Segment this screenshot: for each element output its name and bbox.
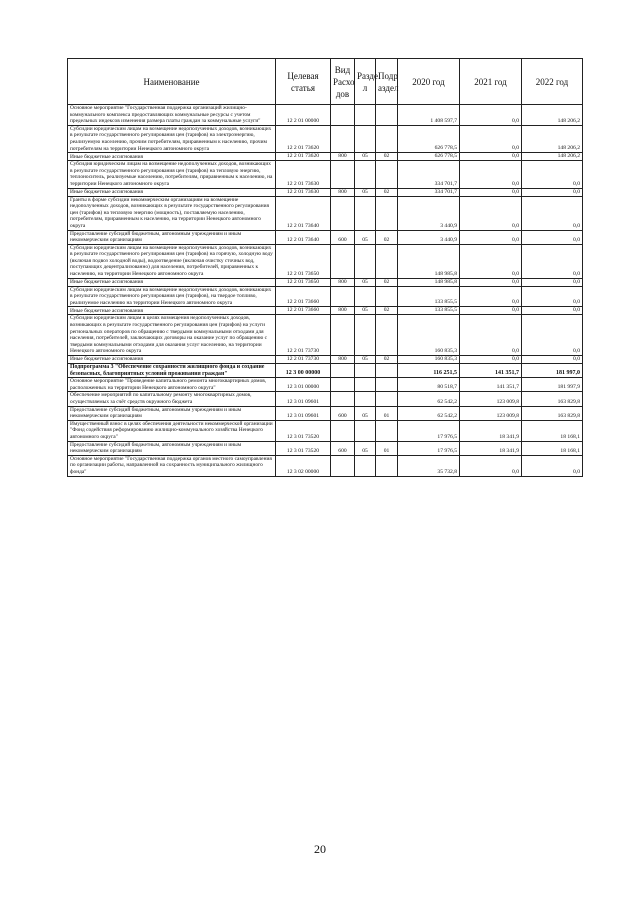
table-header-row: [68, 59, 583, 105]
cell-target-code: 12 3 02 00000: [276, 455, 331, 476]
cell-subsection: [376, 392, 398, 406]
cell-name: Субсидии юридическим лицам на возмещение недополученных доходов, возникающих в результате государственного регулирования цен (тарифов) на горячую, холодную воду (включая подвоз холодной воды), водоотведение (включая очистку сточных вод, поступающих децентрализованно) для населения, потребителей, приравненных к населению, на территории Ненецкого автономного округа: [68, 244, 276, 278]
cell-value-2021: 0,0: [460, 286, 522, 307]
cell-value-2020: 133 855,5: [398, 286, 460, 307]
cell-subsection: 01: [376, 406, 398, 420]
cell-section: [355, 420, 376, 441]
cell-value-2022: 163 829,8: [522, 406, 583, 420]
cell-value-2022: 0,0: [522, 230, 583, 244]
cell-value-2020: 80 518,7: [398, 378, 460, 392]
table-row: [68, 378, 583, 392]
cell-subsection: [376, 286, 398, 307]
table-row: [68, 406, 583, 420]
header-name: Наименование: [68, 59, 276, 105]
cell-section: 05: [355, 406, 376, 420]
cell-value-2021: 123 009,8: [460, 392, 522, 406]
page-number: 20: [314, 842, 326, 856]
cell-subsection: [376, 378, 398, 392]
cell-expense-type: 800: [331, 188, 355, 196]
cell-value-2020: 334 701,7: [398, 161, 460, 188]
cell-name: Подпрограмма 3 "Обеспечение сохранности жилищного фонда и создание безопасных, благоприятных условий проживания граждан": [68, 364, 276, 378]
header-expense-type: Вид Расхо дов: [331, 59, 355, 105]
cell-name: Иные бюджетные ассигнования: [68, 278, 276, 286]
cell-value-2020: 62 542,2: [398, 406, 460, 420]
table-row: [68, 455, 583, 476]
cell-value-2021: 141 351,7: [460, 378, 522, 392]
cell-section: 05: [355, 230, 376, 244]
cell-name: Иные бюджетные ассигнования: [68, 307, 276, 315]
cell-value-2021: 0,0: [460, 278, 522, 286]
cell-subsection: [376, 364, 398, 378]
cell-expense-type: 600: [331, 441, 355, 455]
cell-value-2020: 3 440,9: [398, 230, 460, 244]
cell-name: Гранты в форме субсидии некоммерческим организациям на возмещение недополученных доходов, возникающих в результате государственного регулирования цен (тарифов) на тепловую энергию (мощность), поставляемую населению, потребителям, приравненным к населению, на территории Ненецкого автономного округа: [68, 196, 276, 230]
table-row: [68, 244, 583, 278]
cell-value-2021: 0,0: [460, 196, 522, 230]
table-row: [68, 392, 583, 406]
cell-value-2020: 626 778,5: [398, 125, 460, 152]
cell-value-2022: 181 997,9: [522, 378, 583, 392]
cell-target-code: 12 2 01 73640: [276, 230, 331, 244]
cell-expense-type: [331, 286, 355, 307]
cell-subsection: [376, 125, 398, 152]
cell-subsection: 02: [376, 307, 398, 315]
cell-value-2021: 18 341,9: [460, 441, 522, 455]
cell-target-code: 12 2 01 73660: [276, 307, 331, 315]
table-row: [68, 364, 583, 378]
cell-expense-type: 800: [331, 356, 355, 364]
table-body: [68, 105, 583, 477]
cell-expense-type: [331, 378, 355, 392]
cell-section: [355, 378, 376, 392]
cell-value-2022: 148 206,2: [522, 105, 583, 126]
cell-value-2021: 0,0: [460, 188, 522, 196]
cell-name: Предоставление субсидий бюджетным, автономным учреждениям и иным некоммерческим организациям: [68, 230, 276, 244]
cell-target-code: 12 2 01 73650: [276, 278, 331, 286]
cell-name: Основное мероприятие "Государственная поддержка организаций жилищно-коммунального комплекса предоставляющих коммунальные ресурсы с учетом предельных индексов изменения размера платы граждан за коммунальные услуги": [68, 105, 276, 126]
cell-section: 05: [355, 278, 376, 286]
cell-value-2022: 148 206,2: [522, 125, 583, 152]
cell-target-code: 12 3 01 73520: [276, 420, 331, 441]
cell-name: Обеспечение мероприятий по капитальному ремонту многоквартирных домов, осуществляемых за счёт средств окружного бюджета: [68, 392, 276, 406]
cell-value-2021: 0,0: [460, 356, 522, 364]
cell-expense-type: [331, 125, 355, 152]
cell-name: Предоставление субсидий бюджетным, автономным учреждениям и иным некоммерческим организациям: [68, 406, 276, 420]
header-target: Целевая статья: [276, 59, 331, 105]
cell-value-2020: 17 976,5: [398, 420, 460, 441]
cell-section: [355, 364, 376, 378]
cell-value-2022: 148 206,2: [522, 153, 583, 161]
cell-value-2021: 0,0: [460, 105, 522, 126]
cell-value-2020: 1 408 597,7: [398, 105, 460, 126]
cell-expense-type: [331, 420, 355, 441]
header-2022: 2022 год: [522, 59, 583, 105]
cell-value-2021: 0,0: [460, 161, 522, 188]
table-row: [68, 188, 583, 196]
cell-subsection: [376, 105, 398, 126]
cell-value-2021: 0,0: [460, 244, 522, 278]
cell-subsection: [376, 161, 398, 188]
cell-value-2020: 626 778,5: [398, 153, 460, 161]
cell-subsection: 02: [376, 356, 398, 364]
table-row: [68, 307, 583, 315]
cell-value-2021: 123 009,8: [460, 406, 522, 420]
cell-subsection: [376, 196, 398, 230]
table-row: [68, 315, 583, 356]
cell-value-2022: 0,0: [522, 244, 583, 278]
cell-target-code: 12 3 01 73520: [276, 441, 331, 455]
cell-name: Субсидии юридическим лицам в целях возмещения недополученных доходов, возникающих в результате государственного регулирования цен (тарифов) на услуги региональных операторов по обращению с твердыми коммунальными отходами для населения, потребителей, заключающих договоры на оказание услуг по обращению с твердыми коммунальными отходами для оказания услуг населению, на территории Ненецкого автономного округа: [68, 315, 276, 356]
cell-value-2022: 0,0: [522, 286, 583, 307]
cell-value-2020: 35 732,8: [398, 455, 460, 476]
cell-expense-type: [331, 455, 355, 476]
cell-value-2022: 0,0: [522, 315, 583, 356]
cell-value-2022: 0,0: [522, 278, 583, 286]
cell-name: Субсидия юридическим лицам на возмещение недополученных доходов, возникающих в результате государственного регулирования цен (тарифов) на тепловую энергию, теплоноситель, реализуемые населению, потребителям, приравненным к населению, на территории Ненецкого автономного округа: [68, 161, 276, 188]
cell-value-2021: 0,0: [460, 230, 522, 244]
cell-expense-type: 600: [331, 406, 355, 420]
cell-subsection: [376, 315, 398, 356]
cell-value-2020: 160 835,3: [398, 315, 460, 356]
cell-value-2020: 148 985,8: [398, 278, 460, 286]
cell-expense-type: 600: [331, 230, 355, 244]
cell-value-2020: 334 701,7: [398, 188, 460, 196]
cell-value-2020: 62 542,2: [398, 392, 460, 406]
cell-expense-type: [331, 196, 355, 230]
budget-table: [67, 58, 583, 477]
cell-section: [355, 286, 376, 307]
header-subsection: Подр аздел: [376, 59, 398, 105]
cell-value-2022: 18 168,1: [522, 420, 583, 441]
cell-subsection: 02: [376, 230, 398, 244]
cell-target-code: 12 2 01 73730: [276, 315, 331, 356]
cell-value-2021: 0,0: [460, 125, 522, 152]
cell-section: [355, 315, 376, 356]
cell-target-code: 12 2 01 73650: [276, 244, 331, 278]
cell-target-code: 12 2 01 00000: [276, 105, 331, 126]
cell-value-2021: 0,0: [460, 307, 522, 315]
table-row: [68, 105, 583, 126]
cell-target-code: 12 2 01 73660: [276, 286, 331, 307]
cell-section: [355, 455, 376, 476]
cell-value-2022: 0,0: [522, 188, 583, 196]
cell-value-2021: 0,0: [460, 455, 522, 476]
cell-name: Субсидии юридическим лицам на возмещение недополученных доходов, возникающих в результате государственного регулирования цен (тарифов), на твердое топливо, реализуемое населению на территории Ненецкого автономного округа: [68, 286, 276, 307]
cell-section: [355, 161, 376, 188]
cell-subsection: [376, 420, 398, 441]
cell-section: 05: [355, 356, 376, 364]
cell-expense-type: [331, 244, 355, 278]
cell-value-2021: 0,0: [460, 153, 522, 161]
table-row: [68, 286, 583, 307]
cell-target-code: 12 3 01 09601: [276, 406, 331, 420]
table-row: [68, 441, 583, 455]
cell-value-2022: 163 829,8: [522, 392, 583, 406]
cell-value-2021: 18 341,9: [460, 420, 522, 441]
cell-target-code: 12 2 01 73630: [276, 161, 331, 188]
cell-section: [355, 125, 376, 152]
table-row: [68, 196, 583, 230]
cell-value-2022: 18 168,1: [522, 441, 583, 455]
cell-value-2020: 3 440,9: [398, 196, 460, 230]
cell-expense-type: 800: [331, 307, 355, 315]
cell-expense-type: 800: [331, 153, 355, 161]
cell-value-2020: 133 855,5: [398, 307, 460, 315]
cell-name: Предоставление субсидий бюджетным, автономным учреждениям и иным некоммерческим организациям: [68, 441, 276, 455]
cell-section: 05: [355, 188, 376, 196]
cell-subsection: 02: [376, 153, 398, 161]
cell-subsection: [376, 455, 398, 476]
table-row: [68, 278, 583, 286]
cell-target-code: 12 3 01 09601: [276, 392, 331, 406]
cell-value-2020: 160 835,3: [398, 356, 460, 364]
cell-target-code: 12 2 01 73620: [276, 125, 331, 152]
cell-target-code: 12 2 01 73640: [276, 196, 331, 230]
table-row: [68, 153, 583, 161]
cell-section: 05: [355, 441, 376, 455]
cell-section: [355, 392, 376, 406]
cell-target-code: 12 3 01 00000: [276, 378, 331, 392]
cell-section: 05: [355, 153, 376, 161]
cell-name: Основное мероприятие "Государственная поддержка органов местного самоуправления по организации работы, направленной на сохранность муниципального жилищного фонда": [68, 455, 276, 476]
cell-value-2022: 0,0: [522, 455, 583, 476]
cell-expense-type: [331, 364, 355, 378]
cell-value-2021: 141 351,7: [460, 364, 522, 378]
cell-subsection: 02: [376, 188, 398, 196]
cell-target-code: 12 2 01 73630: [276, 188, 331, 196]
cell-value-2020: 17 976,5: [398, 441, 460, 455]
cell-name: Имущественный взнос в целях обеспечения деятельности некоммерческой организации "Фонд содействия реформированию жилищно-коммунального хозяйства Ненецкого автономного округа": [68, 420, 276, 441]
cell-value-2020: 116 251,5: [398, 364, 460, 378]
cell-expense-type: [331, 105, 355, 126]
cell-name: Субсидии юридическим лицам на возмещение недополученных доходов, возникающих в результате государственного регулирования цен (тарифов) на электроэнергию, реализуемую населению, прочим потребителям, приравненным к населению, прочим потребителям на территории Ненецкого автономного округа: [68, 125, 276, 152]
cell-subsection: 02: [376, 278, 398, 286]
cell-section: [355, 244, 376, 278]
cell-target-code: 12 2 01 73730: [276, 356, 331, 364]
header-2020: 2020 год: [398, 59, 460, 105]
cell-expense-type: 800: [331, 278, 355, 286]
cell-value-2020: 148 985,8: [398, 244, 460, 278]
cell-target-code: 12 2 01 73620: [276, 153, 331, 161]
cell-value-2022: 0,0: [522, 161, 583, 188]
cell-value-2021: 0,0: [460, 315, 522, 356]
table-row: [68, 356, 583, 364]
cell-subsection: 01: [376, 441, 398, 455]
table-row: [68, 230, 583, 244]
cell-name: Иные бюджетные ассигнования: [68, 153, 276, 161]
cell-name: Иные бюджетные ассигнования: [68, 188, 276, 196]
cell-name: Иные бюджетные ассигнования: [68, 356, 276, 364]
cell-value-2022: 0,0: [522, 307, 583, 315]
table-row: [68, 420, 583, 441]
cell-name: Основное мероприятие "Проведение капитального ремонта многоквартирных домов, расположенных на территории Ненецкого автономного округа": [68, 378, 276, 392]
header-2021: 2021 год: [460, 59, 522, 105]
cell-subsection: [376, 244, 398, 278]
header-section: Разде л: [355, 59, 376, 105]
cell-value-2022: 0,0: [522, 196, 583, 230]
table-row: [68, 125, 583, 152]
cell-value-2022: 0,0: [522, 356, 583, 364]
cell-expense-type: [331, 392, 355, 406]
cell-expense-type: [331, 315, 355, 356]
cell-value-2022: 181 997,0: [522, 364, 583, 378]
table-row: [68, 161, 583, 188]
cell-section: [355, 196, 376, 230]
cell-target-code: 12 3 00 00000: [276, 364, 331, 378]
cell-section: [355, 105, 376, 126]
cell-expense-type: [331, 161, 355, 188]
cell-section: 05: [355, 307, 376, 315]
